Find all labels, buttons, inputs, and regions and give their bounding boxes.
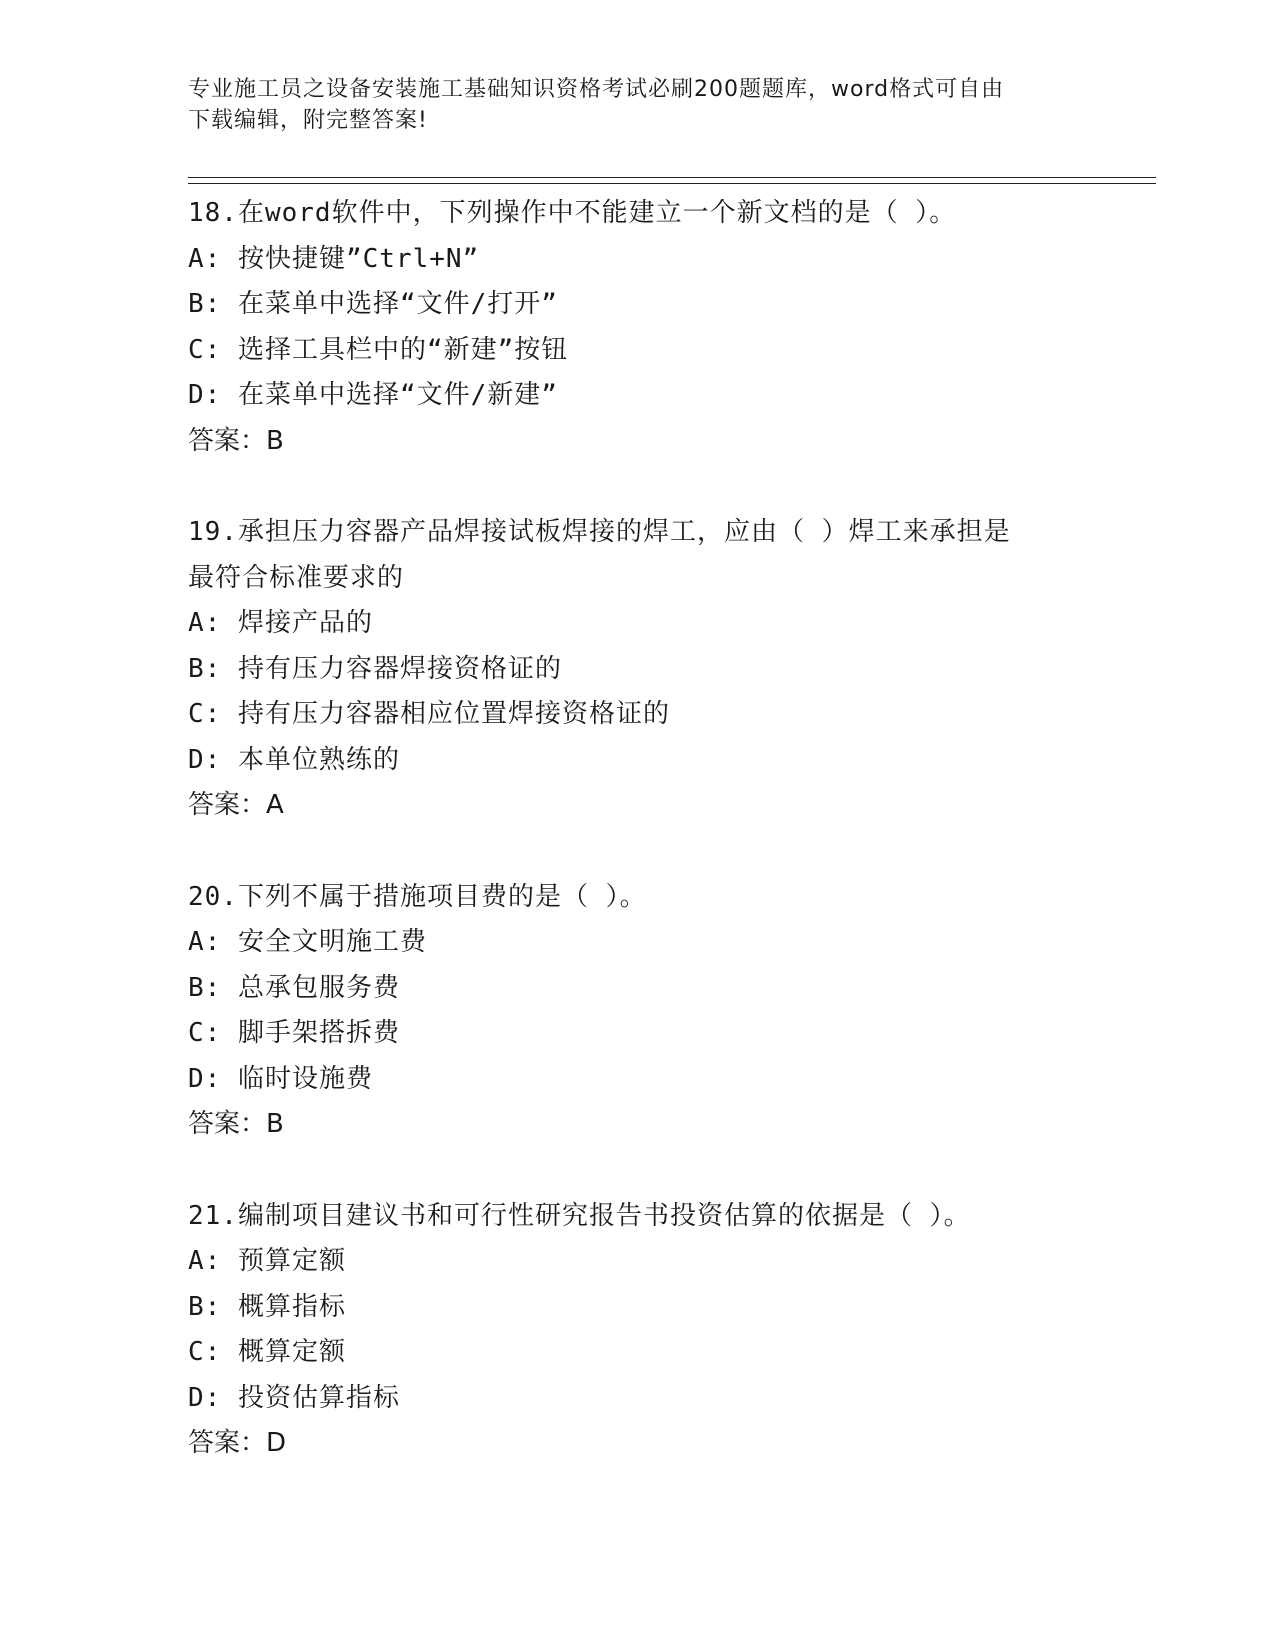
question-20 xyxy=(188,875,1088,1148)
header-divider-top xyxy=(188,177,1156,178)
option-text: 概算指标 xyxy=(237,1291,346,1322)
option-letter: B: xyxy=(188,1291,222,1322)
document-header xyxy=(188,74,1068,136)
option-d xyxy=(188,1376,1088,1422)
option-d xyxy=(188,1057,1088,1103)
option-text: 脚手架搭拆费 xyxy=(237,1018,400,1048)
option-letter: A: xyxy=(188,1246,222,1276)
option-b xyxy=(188,1285,1088,1331)
option-text: 预算定额 xyxy=(237,1246,346,1276)
option-b xyxy=(188,966,1088,1012)
option-a xyxy=(188,1239,1088,1285)
option-b xyxy=(188,282,1088,328)
option-text: 在菜单中选择“文件/打开” xyxy=(237,289,558,319)
answer-line: 答案：D xyxy=(188,1428,287,1458)
header-line-1: 专业施工员之设备安装施工基础知识资格考试必刷200题题库，word格式可自由 xyxy=(188,77,1005,102)
option-c xyxy=(188,328,1088,374)
answer-line: 答案：B xyxy=(188,425,284,456)
option-letter: D: xyxy=(188,1382,222,1413)
option-text: 持有压力容器相应位置焊接资格证的 xyxy=(237,699,670,729)
question-21 xyxy=(188,1194,1088,1467)
header-divider-bottom xyxy=(188,183,1156,184)
option-b xyxy=(188,647,1088,693)
option-letter: C: xyxy=(188,699,222,729)
answer-line: 答案：B xyxy=(188,1109,284,1139)
option-letter: B: xyxy=(188,289,222,319)
option-letter: D: xyxy=(188,380,222,410)
option-a xyxy=(188,601,1088,647)
question-18 xyxy=(188,191,1088,464)
option-text: 按快捷键”Ctrl+N” xyxy=(237,243,480,274)
option-letter: D: xyxy=(188,744,222,775)
option-a xyxy=(188,920,1088,966)
option-c xyxy=(188,692,1088,738)
option-letter: B: xyxy=(188,653,222,684)
option-text: 概算定额 xyxy=(237,1337,346,1367)
question-list xyxy=(188,191,1088,1513)
option-text: 焊接产品的 xyxy=(237,608,373,638)
option-letter: A: xyxy=(188,608,222,638)
answer-line: 答案：A xyxy=(188,790,284,820)
option-letter: A: xyxy=(188,243,222,274)
question-text: 21.编制项目建议书和可行性研究报告书投资估算的依据是（ ）。 xyxy=(188,1200,971,1231)
header-line-2: 下载编辑，附完整答案! xyxy=(188,108,428,133)
option-text: 选择工具栏中的“新建”按钮 xyxy=(237,334,569,365)
option-letter: A: xyxy=(188,927,222,957)
option-text: 总承包服务费 xyxy=(237,972,400,1003)
question-19 xyxy=(188,510,1088,829)
question-text-line-1: 19.承担压力容器产品焊接试板焊接的焊工，应由（ ）焊工来承担是 xyxy=(188,517,1011,547)
option-text: 临时设施费 xyxy=(237,1063,373,1094)
option-text: 安全文明施工费 xyxy=(237,927,427,957)
option-c xyxy=(188,1011,1088,1057)
question-text: 20.下列不属于措施项目费的是（ ）。 xyxy=(188,881,647,912)
option-text: 持有压力容器焊接资格证的 xyxy=(237,653,562,684)
option-text: 投资估算指标 xyxy=(237,1382,400,1413)
option-text: 在菜单中选择“文件/新建” xyxy=(237,380,558,410)
option-letter: D: xyxy=(188,1063,222,1094)
option-c xyxy=(188,1330,1088,1376)
option-letter: C: xyxy=(188,1337,222,1367)
option-letter: C: xyxy=(188,1018,222,1048)
option-letter: C: xyxy=(188,334,222,365)
option-a xyxy=(188,237,1088,283)
option-d xyxy=(188,738,1088,784)
option-text: 本单位熟练的 xyxy=(237,744,400,775)
option-d xyxy=(188,373,1088,419)
question-text: 18.在word软件中，下列操作中不能建立一个新文档的是（ ）。 xyxy=(188,198,957,228)
option-letter: B: xyxy=(188,972,222,1003)
question-text-line-2: 最符合标准要求的 xyxy=(188,562,405,593)
